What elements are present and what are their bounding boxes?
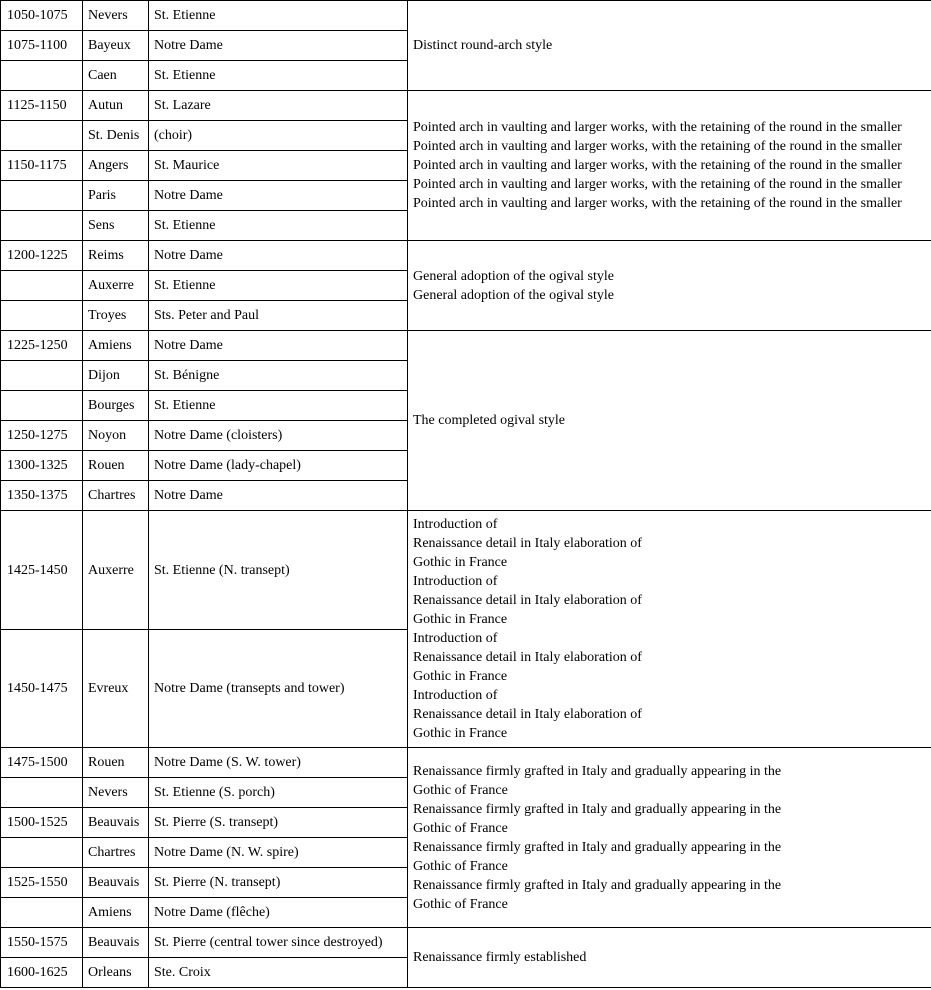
building-cell: Notre Dame (transepts and tower) xyxy=(149,630,408,748)
city-cell: Chartres xyxy=(83,838,149,868)
table-row xyxy=(1,1,931,31)
style-line: Gothic of France xyxy=(413,782,508,798)
style-line: Gothic of France xyxy=(413,858,508,874)
table-row xyxy=(1,331,931,361)
building-cell: Notre Dame xyxy=(149,241,408,271)
building-cell: St. Etienne xyxy=(149,61,408,91)
building-cell: Notre Dame (flêche) xyxy=(149,898,408,928)
style-cell xyxy=(408,511,931,748)
style-line: General adoption of the ogival style xyxy=(413,268,614,284)
date-cell: 1550-1575 xyxy=(1,928,83,958)
style-line: Renaissance firmly grafted in Italy and gradually appearing in the xyxy=(413,877,782,893)
city-cell: Chartres xyxy=(83,481,149,511)
building-cell: St. Etienne xyxy=(149,391,408,421)
city-cell: Dijon xyxy=(83,361,149,391)
city-cell: Caen xyxy=(83,61,149,91)
building-cell: Sts. Peter and Paul xyxy=(149,301,408,331)
style-line: Renaissance firmly grafted in Italy and gradually appearing in the xyxy=(413,763,782,779)
building-cell: Notre Dame xyxy=(149,181,408,211)
table-row xyxy=(1,511,931,630)
building-cell: St. Lazare xyxy=(149,91,408,121)
date-cell: 1225-1250 xyxy=(1,331,83,361)
city-cell: Orleans xyxy=(83,958,149,988)
style-line: General adoption of the ogival style xyxy=(413,287,614,303)
building-cell: St. Etienne (N. transept) xyxy=(149,511,408,630)
building-cell: St. Bénigne xyxy=(149,361,408,391)
building-cell: Notre Dame xyxy=(149,481,408,511)
date-cell xyxy=(1,301,83,331)
style-cell xyxy=(408,928,931,988)
style-line: Pointed arch in vaulting and larger works, with the retaining of the round in the smaller xyxy=(413,139,902,154)
city-cell: St. Denis xyxy=(83,121,149,151)
building-cell: St. Pierre (N. transept) xyxy=(149,868,408,898)
style-line: Gothic in France xyxy=(413,612,508,627)
city-cell: Troyes xyxy=(83,301,149,331)
building-cell: St. Pierre (central tower since destroyed) xyxy=(149,928,408,958)
building-cell: Notre Dame xyxy=(149,31,408,61)
city-cell: Auxerre xyxy=(83,511,149,630)
date-cell: 1250-1275 xyxy=(1,421,83,451)
building-cell: Ste. Croix xyxy=(149,958,408,988)
date-cell: 1150-1175 xyxy=(1,151,83,181)
building-cell: Notre Dame (S. W. tower) xyxy=(149,748,408,778)
date-cell xyxy=(1,778,83,808)
style-line: Introduction of xyxy=(413,574,498,589)
date-cell: 1500-1525 xyxy=(1,808,83,838)
building-cell: Notre Dame (cloisters) xyxy=(149,421,408,451)
building-cell: St. Maurice xyxy=(149,151,408,181)
table-row xyxy=(1,928,931,958)
style-line: Renaissance firmly grafted in Italy and gradually appearing in the xyxy=(413,839,782,855)
style-line: Renaissance detail in Italy elaboration of xyxy=(413,650,642,665)
city-cell: Beauvais xyxy=(83,808,149,838)
date-cell: 1525-1550 xyxy=(1,868,83,898)
date-cell: 1475-1500 xyxy=(1,748,83,778)
style-line: Introduction of xyxy=(413,517,498,532)
city-cell: Beauvais xyxy=(83,868,149,898)
date-cell: 1050-1075 xyxy=(1,1,83,31)
style-line: Pointed arch in vaulting and larger works, with the retaining of the round in the smaller xyxy=(413,120,902,135)
style-line: Gothic in France xyxy=(413,726,508,741)
city-cell: Rouen xyxy=(83,451,149,481)
city-cell: Nevers xyxy=(83,778,149,808)
date-cell: 1600-1625 xyxy=(1,958,83,988)
date-cell xyxy=(1,181,83,211)
building-cell: St. Etienne xyxy=(149,211,408,241)
style-line: Introduction of xyxy=(413,688,498,703)
date-cell: 1425-1450 xyxy=(1,511,83,630)
style-line: Pointed arch in vaulting and larger works, with the retaining of the round in the smaller xyxy=(413,177,902,192)
style-line: Renaissance firmly grafted in Italy and gradually appearing in the xyxy=(413,801,782,817)
style-line: Renaissance detail in Italy elaboration of xyxy=(413,536,642,551)
city-cell: Beauvais xyxy=(83,928,149,958)
style-line: Renaissance firmly established xyxy=(413,950,587,965)
style-line: Gothic in France xyxy=(413,555,508,570)
style-cell xyxy=(408,91,931,241)
date-cell: 1075-1100 xyxy=(1,31,83,61)
city-cell: Noyon xyxy=(83,421,149,451)
style-line: The completed ogival style xyxy=(413,413,566,428)
building-cell: St. Etienne (S. porch) xyxy=(149,778,408,808)
date-cell xyxy=(1,391,83,421)
style-line: Renaissance detail in Italy elaboration of xyxy=(413,707,642,722)
date-cell xyxy=(1,271,83,301)
date-cell xyxy=(1,361,83,391)
style-line: Distinct round-arch style xyxy=(413,38,553,53)
style-line: Renaissance detail in Italy elaboration of xyxy=(413,593,642,608)
city-cell: Reims xyxy=(83,241,149,271)
date-cell: 1200-1225 xyxy=(1,241,83,271)
date-cell: 1350-1375 xyxy=(1,481,83,511)
city-cell: Bayeux xyxy=(83,31,149,61)
date-cell: 1300-1325 xyxy=(1,451,83,481)
building-cell: St. Etienne xyxy=(149,1,408,31)
style-line: Pointed arch in vaulting and larger works, with the retaining of the round in the smaller xyxy=(413,158,902,173)
date-cell xyxy=(1,121,83,151)
style-line: Pointed arch in vaulting and larger works, with the retaining of the round in the smaller xyxy=(413,196,902,211)
table-row xyxy=(1,748,931,778)
style-line: Gothic of France xyxy=(413,820,508,836)
building-cell: St. Pierre (S. transept) xyxy=(149,808,408,838)
style-line: Gothic of France xyxy=(413,896,508,912)
date-cell xyxy=(1,211,83,241)
city-cell: Paris xyxy=(83,181,149,211)
style-cell xyxy=(408,331,931,511)
city-cell: Rouen xyxy=(83,748,149,778)
city-cell: Auxerre xyxy=(83,271,149,301)
date-cell xyxy=(1,838,83,868)
building-cell: (choir) xyxy=(149,121,408,151)
building-cell: Notre Dame (lady-chapel) xyxy=(149,451,408,481)
city-cell: Amiens xyxy=(83,331,149,361)
style-line: Gothic in France xyxy=(413,669,508,684)
date-cell: 1125-1150 xyxy=(1,91,83,121)
style-line: Introduction of xyxy=(413,631,498,646)
city-cell: Nevers xyxy=(83,1,149,31)
date-cell: 1450-1475 xyxy=(1,630,83,748)
city-cell: Amiens xyxy=(83,898,149,928)
table-row xyxy=(1,241,931,271)
city-cell: Evreux xyxy=(83,630,149,748)
style-cell xyxy=(408,748,931,928)
city-cell: Angers xyxy=(83,151,149,181)
table-row xyxy=(1,91,931,121)
city-cell: Sens xyxy=(83,211,149,241)
date-cell xyxy=(1,61,83,91)
building-cell: St. Etienne xyxy=(149,271,408,301)
city-cell: Bourges xyxy=(83,391,149,421)
style-cell xyxy=(408,241,931,331)
city-cell: Autun xyxy=(83,91,149,121)
building-cell: Notre Dame (N. W. spire) xyxy=(149,838,408,868)
building-cell: Notre Dame xyxy=(149,331,408,361)
date-cell xyxy=(1,898,83,928)
style-cell xyxy=(408,1,931,91)
